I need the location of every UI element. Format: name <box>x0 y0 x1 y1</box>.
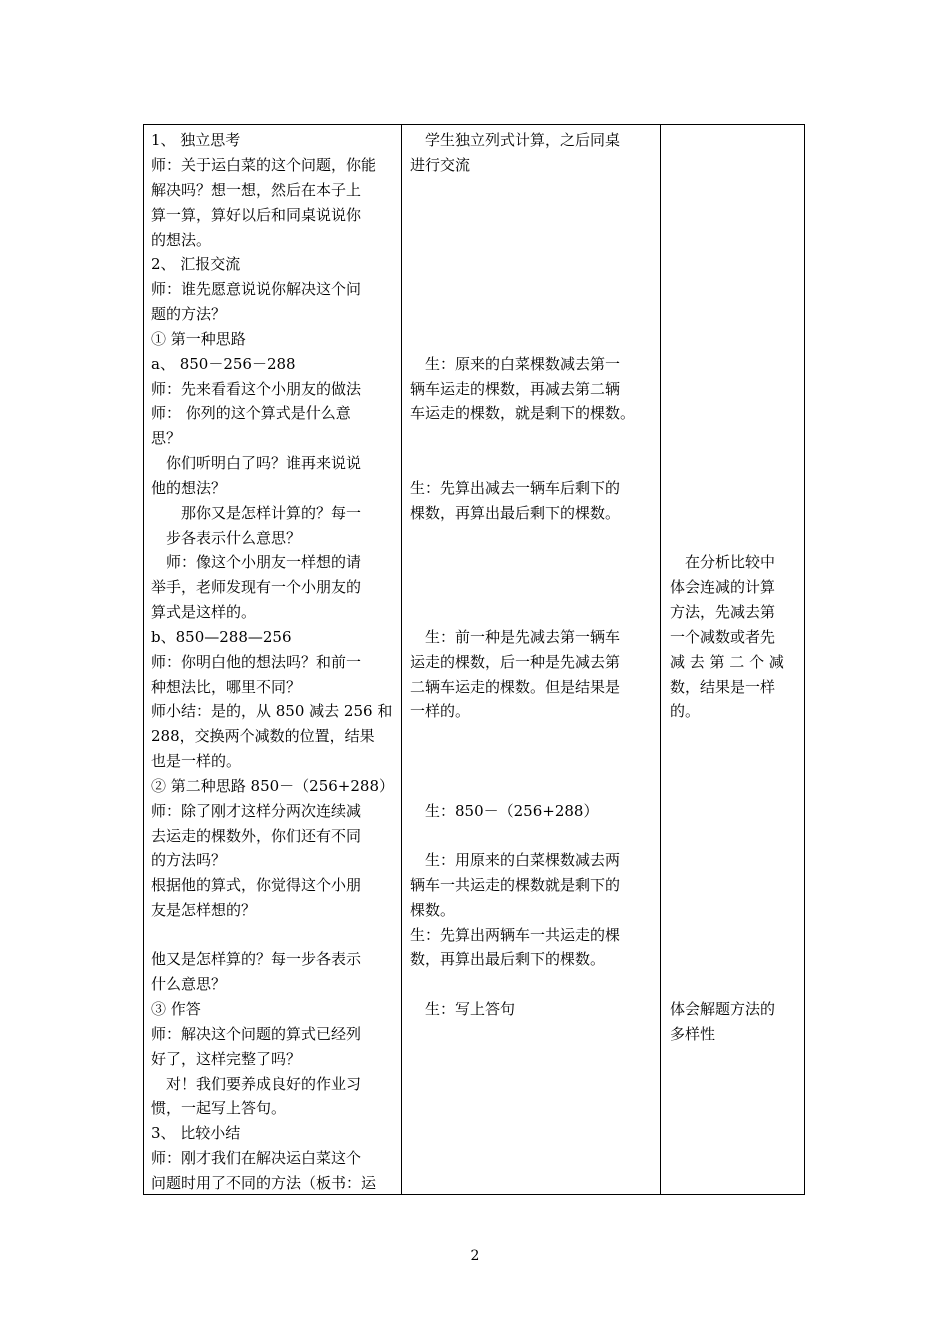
teacher-text-line: 那你又是怎样计算的？每一 <box>151 504 362 522</box>
teacher-text-line: 友是怎样想的？ <box>151 901 257 919</box>
student-text-line: 生：用原来的白菜棵数减去两 <box>410 851 621 869</box>
intent-text-line: 方法，先减去第 <box>670 603 776 621</box>
intent-text-line: 体会解题方法的 <box>670 1000 776 1018</box>
teacher-text-line: 好了，这样完整了吗？ <box>151 1050 302 1068</box>
student-text-line: 辆车运走的棵数，再减去第二辆 <box>410 380 621 398</box>
teacher-text-line: 惯，一起写上答句。 <box>151 1099 287 1117</box>
teacher-text-line: 3、 比较小结 <box>151 1124 241 1142</box>
teacher-text-line: 解决吗？想一想，然后在本子上 <box>151 181 362 199</box>
teacher-text-line: 题的方法？ <box>151 305 227 323</box>
teacher-text-line: 师：解决这个问题的算式已经列 <box>151 1025 362 1043</box>
intent-text-line: 体会连减的计算 <box>670 578 776 596</box>
teacher-text-line: 师：谁先愿意说说你解决这个问 <box>151 280 362 298</box>
student-text-line: 生：前一种是先减去第一辆车 <box>410 628 621 646</box>
student-text-line: 生：原来的白菜棵数减去第一 <box>410 355 621 373</box>
teacher-text-line: 师小结：是的，从 850 减去 256 和 <box>151 702 393 720</box>
teacher-text-line: 师：先来看看这个小朋友的做法 <box>151 380 362 398</box>
intent-text-line: 减 去 第 二 个 减 <box>670 653 784 671</box>
intent-text-line: 多样性 <box>670 1025 716 1043</box>
teacher-text-line: 也是一样的。 <box>151 752 242 770</box>
teacher-text-line: 你们听明白了吗？谁再来说说 <box>151 454 362 472</box>
teacher-text-line: ② 第二种思路 850－（256+288） <box>151 777 394 795</box>
teacher-text-line: a、 850－256－288 <box>151 355 296 373</box>
teacher-text-line: 步各表示什么意思？ <box>151 529 302 547</box>
student-text-line: 数，再算出最后剩下的棵数。 <box>410 950 606 968</box>
teacher-text-line: 师： 你列的这个算式是什么意 <box>151 404 351 422</box>
teacher-text-line: 师：刚才我们在解决运白菜这个 <box>151 1149 362 1167</box>
teacher-text-line: ① 第一种思路 <box>151 330 246 348</box>
student-text-line: 棵数，再算出最后剩下的棵数。 <box>410 504 621 522</box>
student-text-line: 生：先算出减去一辆车后剩下的 <box>410 479 621 497</box>
teacher-text-line: 师：关于运白菜的这个问题，你能 <box>151 156 377 174</box>
teacher-text-line: 1、 独立思考 <box>151 131 241 149</box>
student-text-line: 运走的棵数，后一种是先减去第 <box>410 653 621 671</box>
teacher-text-line: 问题时用了不同的方法（板书：运 <box>151 1174 377 1192</box>
teacher-text-line: b、850—288—256 <box>151 628 292 646</box>
student-text-line: 生：850－（256+288） <box>410 802 599 820</box>
teacher-text-line: 根据他的算式，你觉得这个小朋 <box>151 876 362 894</box>
student-text-line: 学生独立列式计算，之后同桌 <box>410 131 621 149</box>
teacher-text-line: 去运走的棵数外，你们还有不同 <box>151 827 362 845</box>
intent-text-line: 数，结果是一样 <box>670 678 776 696</box>
teacher-text-line: 举手，老师发现有一个小朋友的 <box>151 578 362 596</box>
teacher-text-line: 师：除了刚才这样分两次连续减 <box>151 802 362 820</box>
student-text-line: 棵数。 <box>410 901 456 919</box>
intent-text-line: 的。 <box>670 702 701 720</box>
teacher-text-line: 思？ <box>151 429 182 447</box>
teacher-text-line: 算式是这样的。 <box>151 603 257 621</box>
student-text-line: 车运走的棵数，就是剩下的棵数。 <box>410 404 636 422</box>
teacher-text-line: 算一算，算好以后和同桌说说你 <box>151 206 362 224</box>
teacher-text-line: 师：像这个小朋友一样想的请 <box>151 553 362 571</box>
teacher-text-line: 288，交换两个减数的位置，结果 <box>151 727 375 745</box>
teacher-text-line: 的方法吗？ <box>151 851 227 869</box>
student-text-line: 进行交流 <box>410 156 471 174</box>
student-activity-column <box>402 125 661 1194</box>
teacher-text-line: 师：你明白他的想法吗？和前一 <box>151 653 362 671</box>
teacher-text-line: 种想法比，哪里不同？ <box>151 678 302 696</box>
design-intent-column <box>661 125 803 1194</box>
page-number: 2 <box>470 1248 480 1264</box>
teacher-text-line: 对！我们要养成良好的作业习 <box>151 1075 362 1093</box>
teacher-text-line: 他的想法？ <box>151 479 227 497</box>
teacher-text-line: 什么意思？ <box>151 975 227 993</box>
lesson-plan-table <box>143 124 805 1195</box>
intent-text-line: 在分析比较中 <box>670 553 776 571</box>
teacher-activity-column <box>144 125 402 1194</box>
student-text-line: 辆车一共运走的棵数就是剩下的 <box>410 876 621 894</box>
intent-text-line: 一个减数或者先 <box>670 628 776 646</box>
student-text-line: 生：先算出两辆车一共运走的棵 <box>410 926 621 944</box>
student-text-line: 二辆车运走的棵数。但是结果是 <box>410 678 621 696</box>
teacher-text-line: 2、 汇报交流 <box>151 255 241 273</box>
student-text-line: 一样的。 <box>410 702 471 720</box>
student-text-line: 生：写上答句 <box>410 1000 516 1018</box>
teacher-text-line: 他又是怎样算的？每一步各表示 <box>151 950 362 968</box>
teacher-text-line: 的想法。 <box>151 231 212 249</box>
teacher-text-line: ③ 作答 <box>151 1000 201 1018</box>
